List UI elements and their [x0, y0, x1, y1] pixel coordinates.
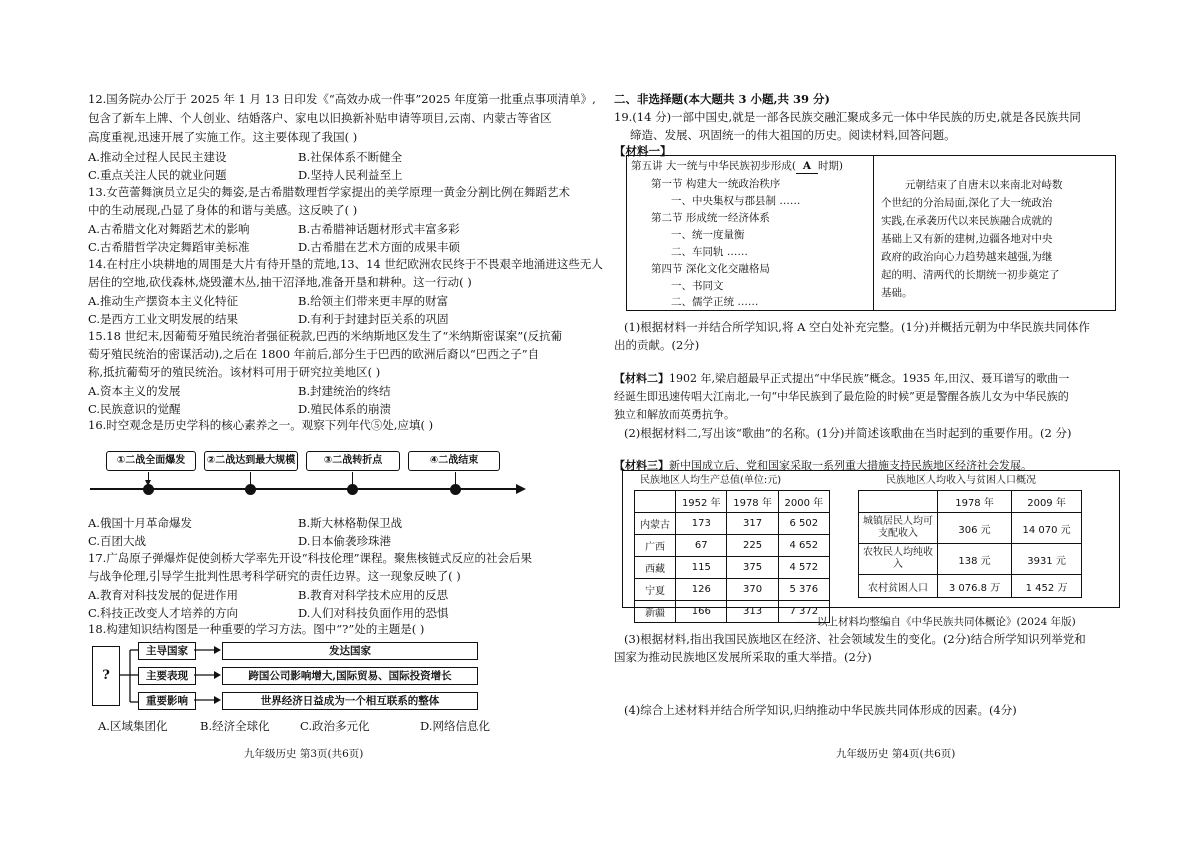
material-2-line3: 独立和解放而英勇抗争。	[614, 408, 735, 421]
material-2-text1: 1902 年,梁启超最早正式提出“中华民族”概念。1935 年,田汉、聂耳谱写的歌曲一	[669, 372, 1070, 385]
table-row	[859, 544, 1082, 575]
table-cell: 4 572	[778, 557, 829, 579]
lecture-title-end: 时期)	[817, 160, 844, 172]
timeline-dot-3	[347, 484, 358, 495]
quote-line-4: 基础上又有新的建树,边疆各地对中央	[881, 233, 1053, 245]
diagram-content-developed-countries: 发达国家	[222, 642, 478, 660]
diagram-arrows	[194, 642, 222, 712]
table-1-corner	[635, 491, 676, 513]
table-cell: 317	[727, 513, 778, 535]
table-cell: 313	[727, 601, 778, 623]
table-cell: 城镇居民人均可支配收入	[859, 513, 938, 544]
q15-stem-line2: 萄牙殖民统治的密谋活动),之后在 1800 年前后,部分生于巴西的欧洲后裔以“巴西之子”自	[88, 347, 540, 361]
table-cell: 4 652	[778, 535, 829, 557]
q19-sub1-line1: (1)根据材料一并结合所学知识,将 A 空白处补充完整。(1分)并概括元朝为中华民族共同体作	[624, 320, 1090, 334]
quote-line-1: 元朝结束了自唐末以来南北对峙数	[905, 179, 1063, 191]
table-2-col-2009: 2009 年	[1012, 491, 1082, 513]
q12-option-c[interactable]: C.重点关注人民的就业问题	[88, 168, 227, 182]
table-cell: 7 372	[778, 601, 829, 623]
table-cell: 5 376	[778, 579, 829, 601]
material-2-label: 【材料二】	[614, 372, 669, 385]
outline-line-1: 第一节 构建大一统政治秩序	[651, 178, 781, 190]
table-2-corner	[859, 491, 938, 513]
q13-option-b[interactable]: B.古希腊神话题材形式丰富多彩	[298, 222, 460, 236]
outline-line-2: 一、中央集权与郡县制 ……	[671, 195, 801, 207]
q18-stem: 18.构建知识结构图是一种重要的学习方法。图中“?”处的主题是( )	[88, 622, 425, 636]
quote-line-5: 政府的政治向心力趋势越来越强,为继	[881, 251, 1053, 263]
table-cell: 115	[676, 557, 727, 579]
q13-option-c[interactable]: C.古希腊哲学决定舞蹈审美标准	[88, 240, 250, 254]
q14-option-a[interactable]: A.推动生产摆资本主义化特征	[88, 294, 238, 308]
table-cell: 138 元	[938, 544, 1012, 575]
q14-stem-line2: 居住的空地,砍伐森林,烧毁灌木丛,抽干沼泽地,准备开垦和耕种。这一行动( )	[88, 275, 472, 289]
material-1-box	[626, 155, 1116, 311]
outline-line-7: 一、书同文	[671, 280, 724, 292]
page-footer-right: 九年级历史 第4页(共6页)	[836, 748, 956, 760]
q17-option-d[interactable]: D.人们对科技负面作用的恐惧	[298, 606, 449, 620]
table-cell: 166	[676, 601, 727, 623]
table-1-caption: 民族地区人均生产总值(单位:元)	[640, 475, 782, 486]
timeline-event-2: ②二战达到最大规模	[204, 451, 298, 471]
diagram-label-leading-countries: 主导国家	[138, 642, 196, 660]
quote-line-7: 基础。	[881, 287, 913, 299]
q19-sub1-line2: 出的贡献。(2分)	[614, 338, 700, 352]
table-cell: 67	[676, 535, 727, 557]
q14-option-d[interactable]: D.有利于封建封臣关系的巩固	[298, 312, 449, 326]
q16-option-d[interactable]: D.日本偷袭珍珠港	[298, 534, 391, 548]
q18-option-a[interactable]: A.区域集团化	[98, 719, 168, 733]
q19-intro-line1: 19.(14 分)一部中国史,就是一部各民族交融汇聚成多元一体中华民族的历史,就是各民族共同	[614, 110, 1081, 124]
diagram-label-main-features: 主要表现	[138, 667, 196, 685]
table-1-col-1978: 1978 年	[727, 491, 778, 513]
q15-option-a[interactable]: A.资本主义的发展	[88, 384, 181, 398]
material-3-label: 【材料三】	[614, 459, 669, 472]
table-cell: 3 076.8 万	[938, 575, 1012, 598]
q18-option-b[interactable]: B.经济全球化	[200, 719, 270, 733]
q19-intro-line2: 缔造、发展、巩固统一的伟大祖国的历史。阅读材料,回答问题。	[630, 128, 956, 142]
material-3-intro: 新中国成立后、党和国家采取一系列重大措施支持民族地区经济社会发展。	[669, 459, 1032, 472]
blank-a: A	[796, 159, 818, 174]
q15-option-b[interactable]: B.封建统治的终结	[298, 384, 391, 398]
q13-option-d[interactable]: D.古希腊在艺术方面的成果丰硕	[298, 240, 460, 254]
table-row	[635, 513, 830, 535]
material-2-line2: 经诞生即迅速传唱大江南北,一句“中华民族到了最危险的时候”更是警醒各族儿女为中华民族的	[614, 390, 1069, 403]
table-2-caption: 民族地区人均收入与贫困人口概况	[886, 475, 1036, 486]
q15-stem-line1: 15.18 世纪末,因葡萄牙殖民统治者强征税款,巴西的米纳斯地区发生了“米纳斯密谋案”(反抗葡	[88, 329, 563, 343]
material-1-divider	[873, 156, 874, 310]
timeline-dot-4	[450, 484, 461, 495]
table-cell: 广西	[635, 535, 676, 557]
q19-sub3-line2: 国家为推动民族地区发展所采取的重大举措。(2分)	[614, 650, 872, 664]
table-row	[859, 513, 1082, 544]
timeline-axis	[88, 480, 528, 500]
q14-option-b[interactable]: B.给领主们带来更丰厚的财富	[298, 294, 449, 308]
q18-option-c[interactable]: C.政治多元化	[300, 719, 370, 733]
outline-line-5: 二、车同轨 ……	[671, 246, 748, 258]
outline-line-8: 二、儒学正统 ……	[671, 296, 759, 308]
table-cell: 3931 元	[1012, 544, 1082, 575]
q13-stem-line1: 13.女芭蕾舞演员立足尖的舞姿,是古希腊数理哲学家提出的美学原理一黄金分割比例在舞蹈艺术	[88, 185, 570, 199]
table-2-col-1978: 1978 年	[938, 491, 1012, 513]
outline-lecture-title	[631, 159, 843, 174]
q17-option-a[interactable]: A.教育对科技发展的促进作用	[88, 588, 238, 602]
q17-option-b[interactable]: B.教育对科学技术应用的反思	[298, 588, 449, 602]
table-2-header	[859, 491, 1082, 513]
q16-option-b[interactable]: B.斯大林格勒保卫战	[298, 516, 403, 530]
outline-line-3: 第二节 形成统一经济体系	[651, 212, 770, 224]
material-1-label: 【材料一】	[614, 144, 672, 158]
table-cell: 新疆	[635, 601, 676, 623]
quote-line-6: 起的明、清两代的长期统一初步奠定了	[881, 269, 1060, 281]
q12-stem-line2: 包含了新车上牌、个人创业、结婚落户、家电以旧换新补贴申请等项目,云南、内蒙古等省区	[88, 111, 552, 125]
q13-option-a[interactable]: A.古希腊文化对舞蹈艺术的影响	[88, 222, 250, 236]
timeline-dot-1	[143, 484, 154, 495]
q15-option-d[interactable]: D.殖民体系的崩溃	[298, 402, 391, 416]
gdp-per-capita-table	[634, 490, 830, 623]
section-heading: 二、非选择题(本大题共 3 小题,共 39 分)	[614, 92, 830, 106]
q12-option-a[interactable]: A.推动全过程人民民主建设	[88, 150, 227, 164]
q15-option-c[interactable]: C.民族意识的觉醒	[88, 402, 181, 416]
outline-line-4: 一、统一度量衡	[671, 229, 745, 241]
table-cell: 内蒙古	[635, 513, 676, 535]
q19-sub3-line1: (3)根据材料,指出我国民族地区在经济、社会领域发生的变化。(2分)结合所学知识列举党和	[624, 632, 1086, 646]
table-row	[859, 575, 1082, 598]
exam-page-4	[600, 0, 1200, 848]
q16-stem: 16.时空观念是历史学科的核心素养之一。观察下列年代⑤处,应填( )	[88, 418, 434, 432]
table-1-col-2000: 2000 年	[778, 491, 829, 513]
q12-option-b[interactable]: B.社保体系不断健全	[298, 150, 403, 164]
timeline-event-3: ③二战转折点	[306, 451, 400, 471]
q18-option-d[interactable]: D.网络信息化	[420, 719, 490, 733]
income-poverty-table	[858, 490, 1082, 598]
table-1-col-1952: 1952 年	[676, 491, 727, 513]
q14-stem-line1: 14.在村庄小块耕地的周围是大片有待开垦的荒地,13、14 世纪欧洲农民终于不畏艰辛地涌进这些无人	[88, 257, 603, 271]
table-row	[635, 557, 830, 579]
q12-stem-line3: 高度重视,迅速开展了实施工作。这主要体现了我国( )	[88, 130, 358, 144]
q17-stem-line1: 17.广岛原子弹爆炸促使剑桥大学率先开设“科技伦理”课程。聚焦核链式反应的社会后果	[88, 551, 533, 565]
table-row	[635, 579, 830, 601]
table-cell: 225	[727, 535, 778, 557]
q19-sub2: (2)根据材料二,写出该“歌曲”的名称。(1分)并简述该歌曲在当时起到的重要作用。(2 分)	[624, 426, 1072, 440]
material-source: ——以上材料均整编自《中华民族共同体概论》(2024 年版)	[796, 616, 1076, 628]
q16-option-c[interactable]: C.百团大战	[88, 534, 147, 548]
table-cell: 西藏	[635, 557, 676, 579]
q17-stem-line2: 与战争伦理,引导学生批判性思考科学研究的责任边界。这一现象反映了( )	[88, 569, 461, 583]
table-cell: 126	[676, 579, 727, 601]
table-row	[635, 535, 830, 557]
table-cell: 14 070 元	[1012, 513, 1082, 544]
q15-stem-line3: 称,抵抗葡萄牙的殖民统治。该材料可用于研究拉美地区( )	[88, 365, 381, 379]
quote-line-2: 个世纪的分治局面,深化了大一统政治	[881, 197, 1053, 209]
diagram-content-multinationals: 跨国公司影响增大,国际贸易、国际投资增长	[222, 667, 478, 685]
material-2-line1	[614, 372, 1069, 386]
q12-stem-line1: 12.国务院办公厅于 2025 年 1 月 13 日印发《“高效办成一件事”2025 年度第一批重点事项清单》,	[88, 92, 596, 106]
diagram-content-integration: 世界经济日益成为一个相互联系的整体	[222, 692, 478, 710]
table-cell: 1 452 万	[1012, 575, 1082, 598]
table-cell: 农村贫困人口	[859, 575, 938, 598]
outline-line-6: 第四节 深化文化交融格局	[651, 263, 770, 275]
table-cell: 370	[727, 579, 778, 601]
diagram-label-impact: 重要影响	[138, 692, 196, 710]
q14-option-c[interactable]: C.是西方工业文明发展的结果	[88, 312, 239, 326]
timeline-event-4: ④二战结束	[408, 451, 500, 471]
timeline-event-1: ①二战全面爆发	[106, 451, 196, 471]
q13-stem-line2: 中的生动展现,凸显了身体的和谐与美感。这反映了( )	[88, 203, 358, 217]
lecture-title-text: 第五讲 大一统与中华民族初步形成(	[631, 160, 796, 172]
quote-line-3: 实践,在承袭历代以来民族融合成就的	[881, 215, 1053, 227]
q16-option-a[interactable]: A.俄国十月革命爆发	[88, 516, 192, 530]
table-cell: 6 502	[778, 513, 829, 535]
table-1-header	[635, 491, 830, 513]
q19-sub4: (4)综合上述材料并结合所学知识,归纳推动中华民族共同体形成的因素。(4分)	[624, 703, 1017, 717]
table-cell: 宁夏	[635, 579, 676, 601]
diagram-topic-placeholder: ?	[92, 646, 120, 706]
table-cell: 375	[727, 557, 778, 579]
timeline-dot-2	[245, 484, 256, 495]
table-cell: 173	[676, 513, 727, 535]
page-footer-left: 九年级历史 第3页(共6页)	[244, 748, 364, 760]
q17-option-c[interactable]: C.科技正改变人才培养的方向	[88, 606, 239, 620]
table-cell: 农牧民人均纯收入	[859, 544, 938, 575]
q12-option-d[interactable]: D.坚持人民利益至上	[298, 168, 403, 182]
table-cell: 306 元	[938, 513, 1012, 544]
